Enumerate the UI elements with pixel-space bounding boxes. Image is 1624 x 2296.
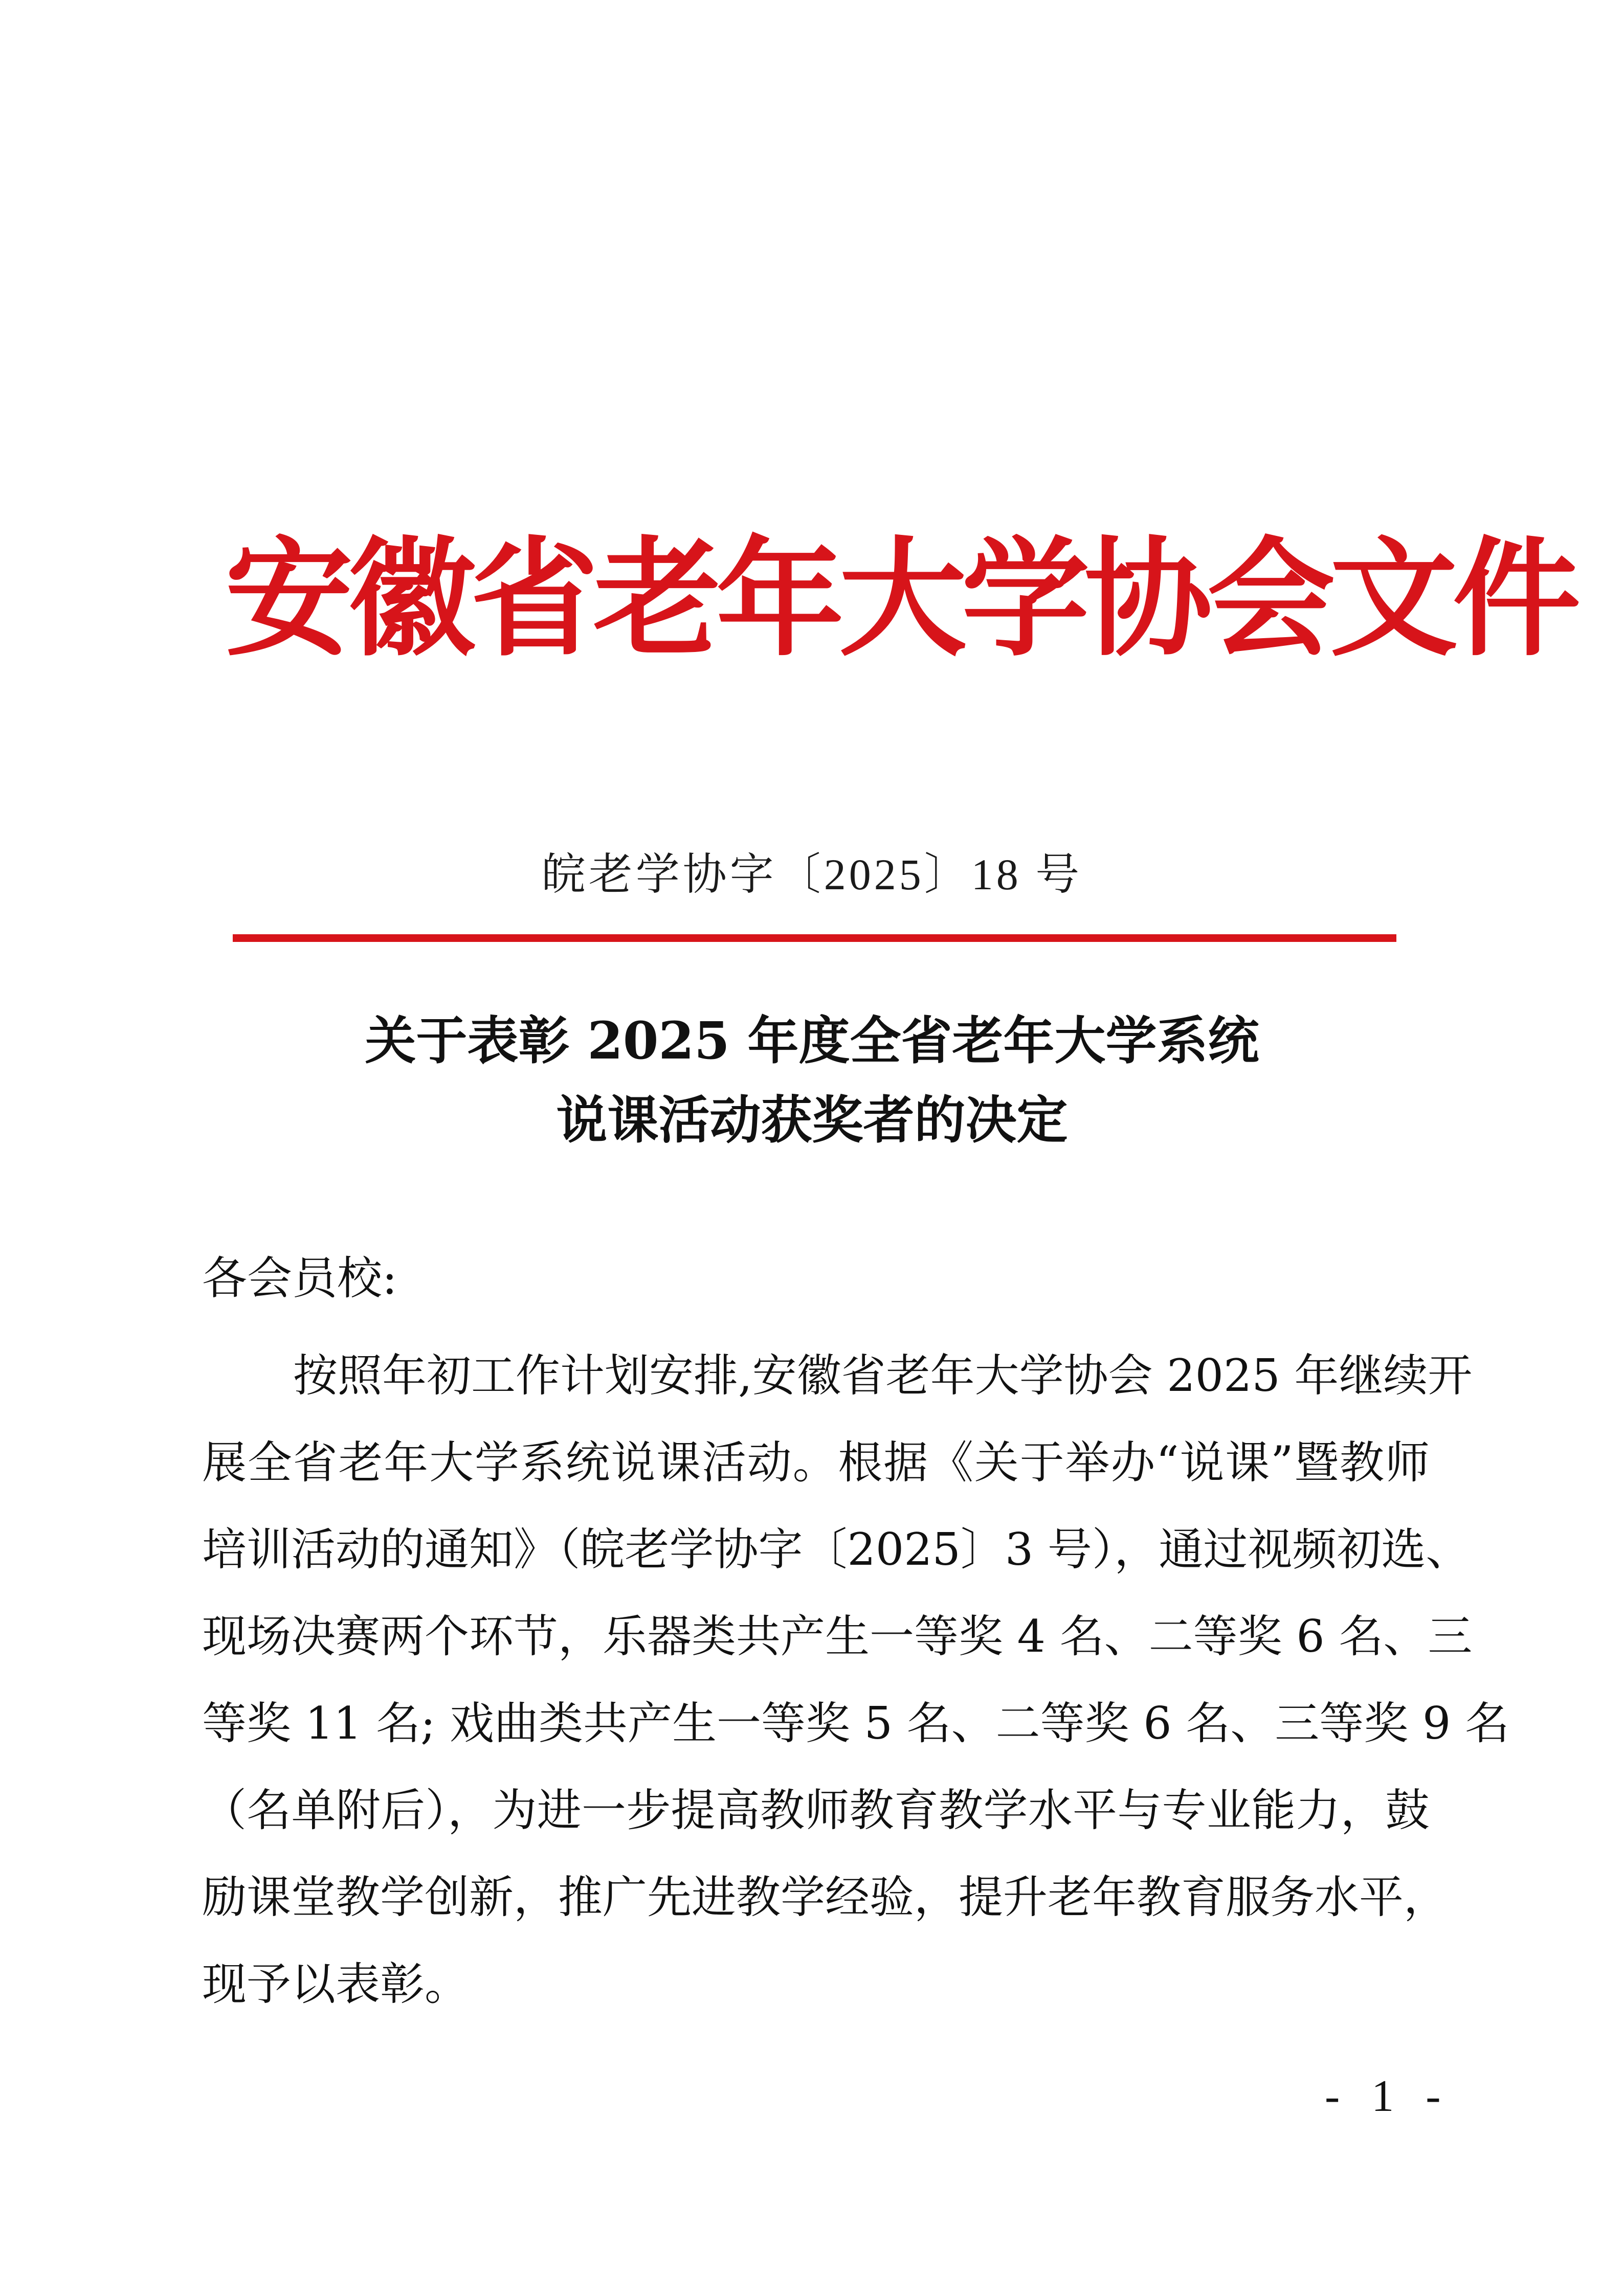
body-line: 按照年初工作计划安排,安徽省老年大学协会 2025 年继续开 — [293, 1349, 1473, 1402]
title-line-1: 关于表彰 2025 年度全省老年大学系统 — [365, 1010, 1259, 1071]
body-line: （名单附后），为进一步提高教师教育教学水平与专业能力，鼓 — [202, 1784, 1430, 1836]
body-paragraph — [202, 1332, 1509, 2028]
title-line-2: 说课活动获奖者的决定 — [556, 1090, 1068, 1150]
body-line: 励课堂教学创新，推广先进教学经验，提升老年教育服务水平， — [202, 1871, 1448, 1923]
body-line: 现予以表彰。 — [202, 1958, 469, 2010]
body-line: 现场决赛两个环节，乐器类共产生一等奖 4 名、二等奖 6 名、三 — [202, 1610, 1473, 1662]
document-number: 皖老学协字〔2025〕18 号 — [541, 850, 1083, 899]
page-number: - 1 - — [1325, 2072, 1451, 2121]
body-line: 培训活动的通知》（皖老学协字〔2025〕3 号），通过视频初选、 — [202, 1523, 1471, 1575]
body-line: 展全省老年大学系统说课活动。根据《关于举办“说课”暨教师 — [202, 1436, 1430, 1489]
body-line: 等奖 11 名; 戏曲类共产生一等奖 5 名、二等奖 6 名、三等奖 9 名 — [202, 1697, 1509, 1749]
salutation: 各会员校: — [202, 1252, 397, 1304]
masthead-title: 安徽省老年大学协会文件 — [225, 523, 1575, 673]
red-divider-rule — [233, 934, 1396, 942]
